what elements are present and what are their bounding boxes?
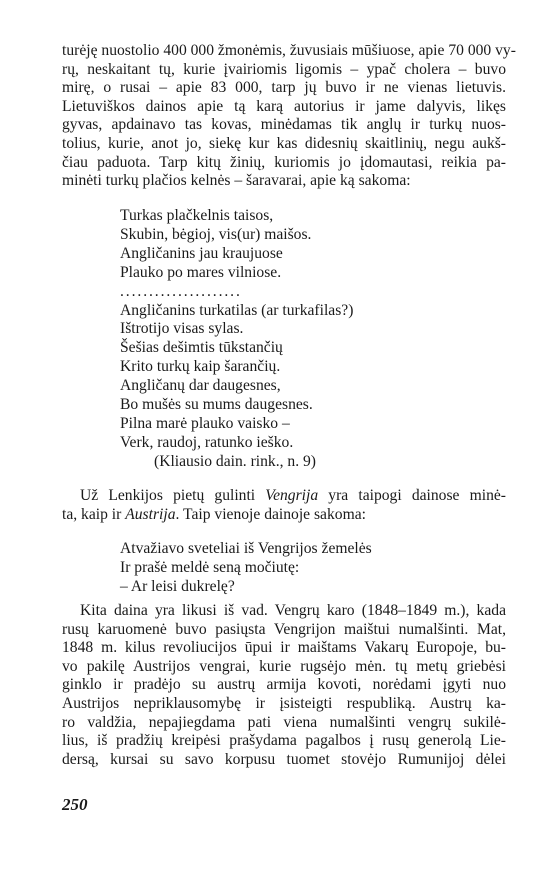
text-line: Austrijos nepriklausomybę ir įsisteigti respubliką. Austrų ka- (62, 694, 506, 712)
text-line: vo pakilę Austrijos vengrai, kurie rugsėjo mėn. tų metų griebėsi (62, 657, 506, 675)
text-line: ta, kaip ir Austrija. Taip vienoje dainoje sakoma: (62, 505, 366, 523)
verse-line: Atvažiavo sveteliai iš Vengrijos žemelės (120, 540, 372, 557)
verse-line: Turkas plačkelnis taisos, (120, 207, 274, 224)
text-line: ro valdžia, nepajiegdama pati viena numalšinti vengrų sukilė- (62, 713, 506, 731)
paragraph-1 (62, 42, 516, 191)
country-name-austrija: Austrija (125, 505, 176, 523)
text-line: gyvas, apdainavo tas kovas, minėdamas tik anglų ir turkų nuos- (62, 116, 506, 134)
verse-line: – Ar leisi dukrelę? (120, 577, 235, 595)
verse-line: Šešias dešimtis tūkstančių (120, 339, 283, 357)
paragraph-3 (62, 602, 506, 769)
song-source-citation: (Kliausio dain. rink., n. 9) (154, 452, 316, 470)
verse-line: Angličanins jau kraujuose (120, 244, 283, 262)
text-line: dersą, kursai su savo korpusu tuomet stovėjo Rumunijoj dėlei (62, 750, 506, 768)
text-line: rusų karuomenė buvo pasiųsta Vengrijon maištui numalšinti. Mat, (62, 620, 506, 638)
page-number: 250 (62, 795, 88, 814)
song-1 (120, 207, 353, 472)
text-line: 1848 m. kilus revoliucijos ūpui ir maištams Vakarų Europoje, bu- (62, 639, 506, 657)
verse-ellipsis: ..................... (120, 282, 242, 300)
text-line: čiau paduota. Tarp kitų žinių, kuriomis jo įdomautasi, reikia pa- (62, 153, 506, 171)
text-line: minėti turkų plačios kelnės – šaravarai, apie ką sakoma: (62, 172, 411, 190)
paragraph-2 (62, 487, 506, 524)
song-2 (120, 540, 372, 597)
verse-line: Ištrotijo visas sylas. (120, 320, 244, 338)
text-line: mirę, o rusai – apie 83 000, tarp jų buvo ir ne vienas lietuvis. (62, 79, 506, 97)
text-line: Kita daina yra likusi iš vad. Vengrų karo (1848–1849 m.), kada (80, 602, 506, 619)
text-line: lius, iš pradžių kreipėsi prašydama pagalbos į rusų generolą Lie- (62, 732, 506, 750)
text-line: turėję nuostolio 400 000 žmonėmis, žuvusiais mūšiuose, apie 70 000 vy- (62, 42, 516, 59)
text-line: Lietuviškos dainos apie tą karą autorius ir jame dalyvis, likęs (62, 97, 506, 115)
verse-line: Plauko po mares vilniose. (120, 263, 282, 281)
verse-line: Angličanins turkatilas (ar turkafilas?) (120, 301, 354, 319)
verse-line: Verk, raudoj, ratunko ieško. (120, 433, 294, 451)
verse-line: Pilna marė plauko vaisko – (120, 414, 290, 432)
text-line: tolius, kurie, anot jo, siekę kur kas didesnių skaitlinių, negu aukš- (62, 134, 506, 152)
verse-line: Skubin, bėgioj, vis(ur) maišos. (120, 225, 312, 243)
verse-line: Angličanų dar daugesnes, (120, 377, 281, 395)
verse-line: Bo mušės su mums daugesnes. (120, 396, 313, 414)
text-line: rų, neskaitant tų, kurie įvairiomis ligomis – ypač cholera – buvo (62, 60, 506, 78)
verse-line: Krito turkų kaip šarančių. (120, 358, 281, 376)
text-line: ginklo ir pradėjo su austrų armija kovoti, norėdami įgyti nuo (62, 676, 506, 694)
country-name-vengrija: Vengrija (265, 487, 319, 504)
verse-line: Ir prašė meldė seną močiutę: (120, 558, 300, 576)
text-line: Už Lenkijos pietų gulinti Vengrija yra taipogi dainose minė- (80, 487, 507, 504)
